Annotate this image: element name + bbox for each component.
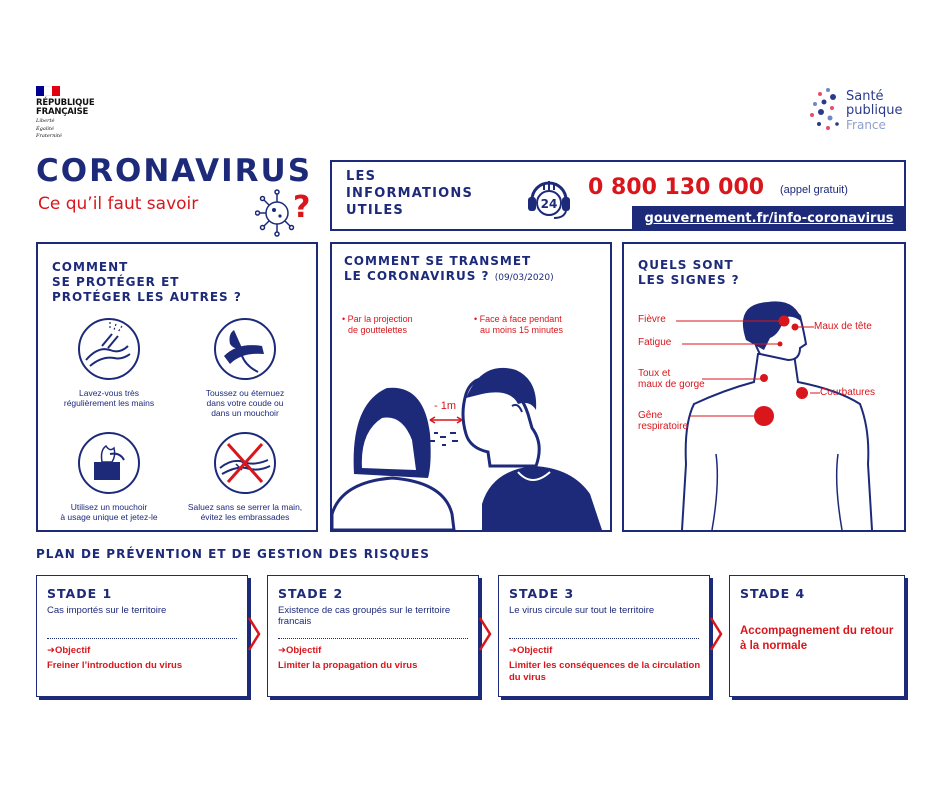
transmit-point1-line2: de gouttelettes bbox=[348, 325, 408, 335]
signs-title-line2: LES SIGNES ? bbox=[638, 273, 740, 287]
symptoms-panel bbox=[622, 242, 906, 532]
french-flag-icon bbox=[36, 86, 60, 96]
sign-cough-line2: maux de gorge bbox=[638, 379, 705, 390]
gesture-wash-label-1: Lavez-vous très bbox=[79, 388, 139, 398]
gesture-cough-label-2: dans votre coude ou bbox=[206, 398, 284, 408]
gesture-no-handshake bbox=[180, 430, 310, 522]
stage-2-name: STADE 2 bbox=[278, 586, 344, 601]
gov-info-link[interactable]: gouvernement.fr/info-coronavirus bbox=[632, 206, 906, 231]
stage-3-name: STADE 3 bbox=[509, 586, 575, 601]
two-people-illustration bbox=[332, 344, 610, 530]
signs-title-line1: QUELS SONT bbox=[638, 258, 734, 272]
spf-line1: Santé bbox=[846, 89, 884, 104]
transmit-date: (09/03/2020) bbox=[494, 273, 554, 283]
gesture-cough-label-3: dans un mouchoir bbox=[211, 408, 279, 418]
stage-1-name: STADE 1 bbox=[47, 586, 113, 601]
stage-3-desc: Le virus circule sur tout le territoire bbox=[509, 605, 655, 616]
gesture-cough-label-1: Toussez ou éternuez bbox=[205, 388, 285, 398]
spf-dots-icon bbox=[806, 84, 846, 138]
transmit-point2-line2: au moins 15 minutes bbox=[480, 325, 564, 335]
gesture-wash-label-2: régulièrement les mains bbox=[63, 398, 155, 408]
phone-number: 0 800 130 000 bbox=[588, 175, 765, 200]
sign-headache: Maux de tête bbox=[814, 321, 872, 332]
transmit-title-line1: COMMENT SE TRANSMET bbox=[344, 254, 532, 268]
spf-line3: France bbox=[846, 118, 886, 132]
useful-info-box bbox=[330, 160, 906, 231]
hand-washing-icon bbox=[76, 316, 142, 382]
elbow-cough-icon bbox=[212, 316, 278, 382]
distance-label: - 1m bbox=[434, 400, 456, 412]
protect-title-line1: COMMENT bbox=[52, 260, 129, 274]
chevron-right-icon bbox=[247, 614, 261, 654]
sign-fatigue: Fatigue bbox=[638, 337, 672, 348]
plan-title: PLAN DE PRÉVENTION ET DE GESTION DES RISQUES bbox=[36, 547, 430, 561]
stage-2-divider bbox=[278, 638, 468, 639]
virus-question-icon bbox=[255, 185, 315, 237]
tissue-box-icon bbox=[76, 430, 142, 496]
svg-text:?: ? bbox=[293, 190, 311, 225]
stage-2-desc: Existence de cas groupés sur le territoire francais bbox=[278, 605, 451, 627]
stage-4-card bbox=[729, 575, 905, 697]
chevron-right-icon bbox=[709, 614, 723, 654]
stage-1-divider bbox=[47, 638, 237, 639]
phone-note: (appel gratuit) bbox=[780, 184, 848, 196]
headset-24-icon bbox=[524, 170, 574, 222]
sign-breathing-line1: Gêne bbox=[638, 410, 663, 421]
motto-egalite: Égalité bbox=[36, 125, 54, 132]
stage-3-objective-label: ➜Objectif bbox=[509, 645, 553, 656]
no-handshake-icon bbox=[212, 430, 278, 496]
transmit-point-face-to-face bbox=[474, 314, 563, 336]
republic-name-line2: FRANÇAISE bbox=[36, 107, 89, 117]
info-heading-line2: INFORMATIONS bbox=[346, 186, 474, 201]
gesture-handshake-label-2: évitez les embrassades bbox=[200, 512, 290, 522]
info-heading-line3: UTILES bbox=[346, 203, 404, 218]
svg-text:24: 24 bbox=[540, 197, 558, 211]
motto-fraternite: Fraternité bbox=[36, 133, 62, 139]
motto-liberte: Liberté bbox=[36, 118, 55, 124]
stage-4-name: STADE 4 bbox=[740, 586, 806, 601]
republic-name-line1: RÉPUBLIQUE bbox=[36, 98, 95, 108]
transmit-point1-line1: • Par la projection bbox=[342, 314, 413, 324]
page-subtitle: Ce qu’il faut savoir bbox=[38, 194, 199, 214]
stage-4-goal: Accompagnement du retour à la normale bbox=[740, 625, 894, 652]
transmit-title bbox=[344, 254, 554, 286]
chevron-right-icon bbox=[478, 614, 492, 654]
stage-1-card bbox=[36, 575, 248, 697]
protect-title-line3: PROTÉGER LES AUTRES ? bbox=[52, 290, 242, 304]
stage-1-objective-label: ➜Objectif bbox=[47, 645, 91, 656]
stage-3-card bbox=[498, 575, 710, 697]
gesture-cough-elbow bbox=[180, 316, 310, 418]
stage-3-divider bbox=[509, 638, 699, 639]
gesture-wash-hands bbox=[44, 316, 174, 408]
gesture-handshake-label-1: Saluez sans se serrer la main, bbox=[187, 502, 303, 512]
protect-title-line2: SE PROTÉGER ET bbox=[52, 275, 180, 289]
protect-panel bbox=[36, 242, 318, 532]
transmission-panel bbox=[330, 242, 612, 532]
republique-francaise-logo bbox=[36, 86, 126, 140]
sign-breathing bbox=[638, 410, 688, 432]
transmit-point-droplets bbox=[342, 314, 413, 336]
info-heading bbox=[346, 168, 473, 219]
stage-3-goal: Limiter les conséquences de la circulation du virus bbox=[509, 660, 701, 683]
stage-2-card bbox=[267, 575, 479, 697]
sign-cough-line1: Toux et bbox=[638, 368, 671, 379]
sign-fever: Fièvre bbox=[638, 314, 666, 325]
stage-2-goal: Limiter la propagation du virus bbox=[278, 660, 418, 671]
sign-cough-throat bbox=[638, 368, 705, 390]
protect-title bbox=[52, 260, 242, 305]
sign-breathing-line2: respiratoire bbox=[638, 421, 689, 432]
page-title: CORONAVIRUS bbox=[36, 153, 313, 189]
stage-1-goal: Freiner l’introduction du virus bbox=[47, 660, 183, 671]
stage-2-objective-label: ➜Objectif bbox=[278, 645, 322, 656]
info-heading-line1: LES bbox=[346, 169, 377, 184]
sante-publique-france-logo bbox=[806, 84, 916, 138]
stage-1-desc: Cas importés sur le territoire bbox=[47, 605, 167, 616]
gesture-tissue bbox=[44, 430, 174, 522]
spf-line2: publique bbox=[846, 103, 903, 118]
sign-aches: Courbatures bbox=[820, 387, 876, 398]
gesture-tissue-label-1: Utilisez un mouchoir bbox=[70, 502, 148, 512]
transmit-point2-line1: • Face à face pendant bbox=[474, 314, 562, 324]
transmit-title-line2: LE CORONAVIRUS ? bbox=[344, 269, 490, 283]
gesture-tissue-label-2: à usage unique et jetez-le bbox=[60, 512, 158, 522]
